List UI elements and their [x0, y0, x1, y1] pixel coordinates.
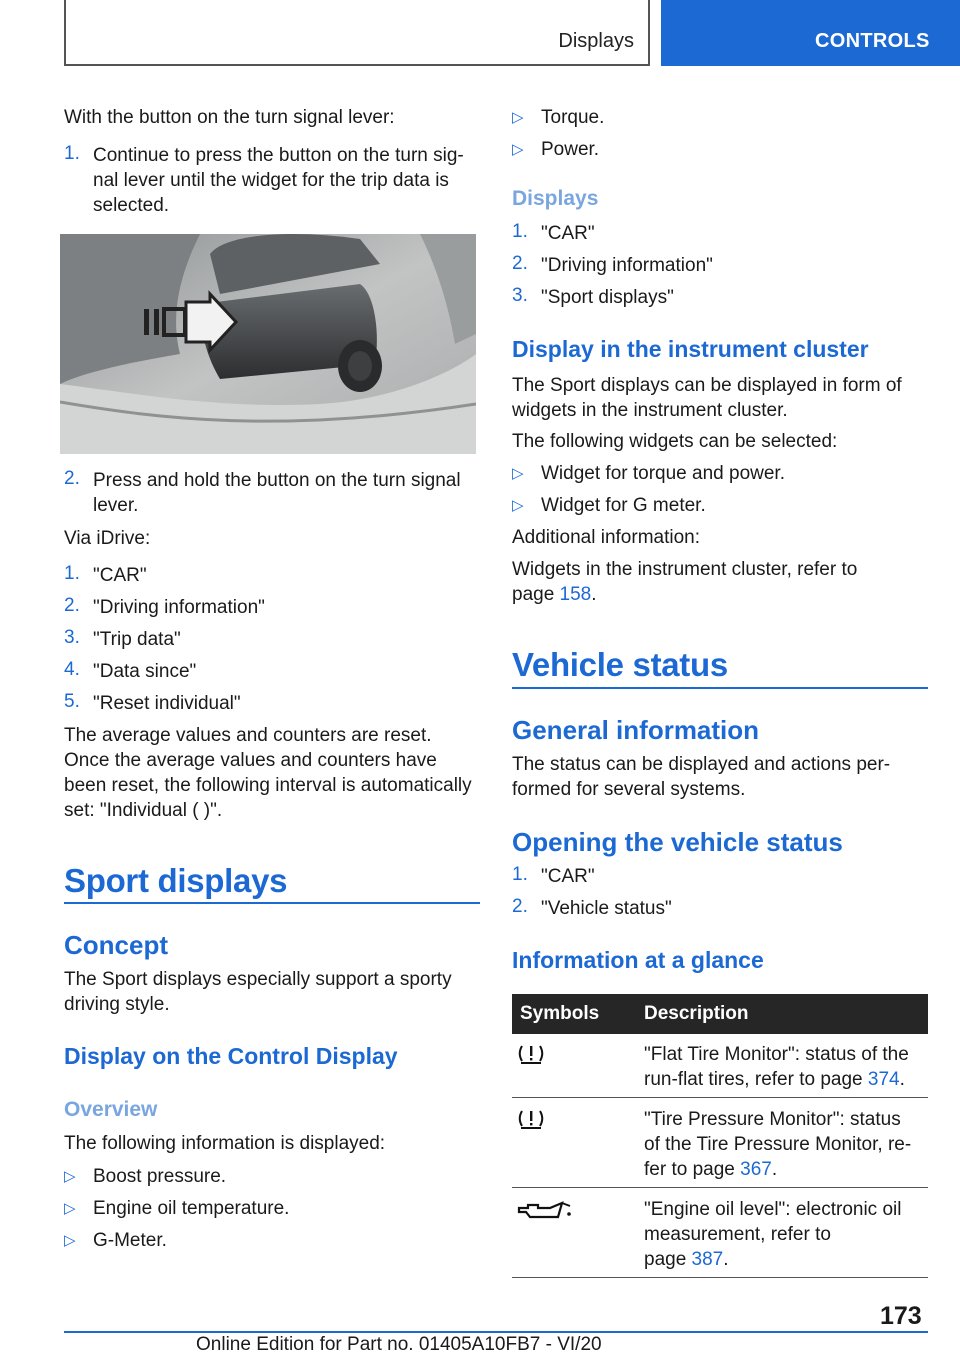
step-text-line: Press and hold the button on the turn signal [93, 470, 461, 491]
heading-opening-vehicle-status: Opening the vehicle status [512, 827, 843, 857]
table-cell-description: "Tire Pressure Monitor": status [644, 1109, 901, 1130]
tire-pressure-warning-icon [518, 1108, 544, 1135]
flat-tire-warning-icon [518, 1043, 544, 1070]
bullet-icon: ▷ [64, 1168, 76, 1185]
page-link-374[interactable]: 374 [867, 1069, 900, 1090]
list-item: "Trip data" [93, 629, 181, 650]
table-cell-description: "Flat Tire Monitor": status of the [644, 1044, 909, 1065]
step-number: 1. [64, 143, 80, 164]
table-header [512, 994, 928, 1034]
page-ref-suffix: . [591, 584, 597, 605]
turn-signal-lever-photo [60, 234, 476, 454]
body-text-line: been reset, the following interval is automatically [64, 775, 472, 796]
body-text-line: The following widgets can be selected: [512, 431, 838, 452]
list-item: "Reset individual" [93, 693, 241, 714]
bullet-item: Widget for G meter. [541, 495, 706, 516]
body-text-line: widgets in the instrument cluster. [512, 400, 788, 421]
table-cell-description [644, 1067, 905, 1092]
header-section-box [64, 0, 650, 66]
bullet-item: Boost pressure. [93, 1166, 227, 1187]
body-text-line: The following information is displayed: [64, 1133, 386, 1154]
bullet-item: Widget for torque and power. [541, 463, 785, 484]
page-ref-suffix: . [899, 1069, 905, 1090]
body-text-line: Once the average values and counters have [64, 750, 437, 771]
heading-displays: Displays [512, 187, 599, 210]
footer-edition: Online Edition for Part no. 01405A10FB7 - VI/20 [196, 1334, 602, 1355]
list-number: 2. [64, 595, 80, 616]
table-cell-description [644, 1157, 777, 1182]
bullet-icon: ▷ [64, 1200, 76, 1217]
table-cell-description: of the Tire Pressure Monitor, re- [644, 1134, 912, 1155]
header-controls-tab[interactable] [661, 0, 960, 66]
heading-vehicle-status: Vehicle status [512, 646, 728, 683]
table-cell-description: measurement, refer to [644, 1224, 831, 1245]
list-number: 3. [512, 285, 528, 306]
bullet-icon: ▷ [512, 497, 524, 514]
engine-oil-level-icon [516, 1200, 572, 1227]
bullet-icon: ▷ [512, 109, 524, 126]
page-link-158[interactable]: 158 [559, 584, 592, 605]
bullet-item: G-Meter. [93, 1230, 167, 1251]
bullet-item: Torque. [541, 107, 605, 128]
heading-rule [512, 687, 928, 689]
table-cell-description: "Engine oil level": electronic oil [644, 1199, 902, 1220]
body-text-line: The Sport displays especially support a sporty [64, 969, 452, 990]
column-header-symbols: Symbols [520, 1003, 600, 1024]
list-item: "Driving information" [93, 597, 265, 618]
heading-overview: Overview [64, 1098, 158, 1121]
column-header-description: Description [644, 1003, 749, 1024]
step-text-line: selected. [93, 195, 170, 216]
body-text-line: formed for several systems. [512, 779, 746, 800]
list-item: "Vehicle status" [541, 898, 672, 919]
step-text-line: lever. [93, 495, 139, 516]
step-number: 2. [64, 468, 80, 489]
list-item: "Data since" [93, 661, 197, 682]
heading-sport-displays: Sport displays [64, 862, 288, 899]
list-number: 3. [64, 627, 80, 648]
list-number: 1. [512, 864, 528, 885]
page-ref-prefix: fer to page [644, 1159, 741, 1180]
table-row-divider [512, 1277, 928, 1278]
table-cell-description [644, 1247, 729, 1272]
page-ref-prefix: run-flat tires, refer to page [644, 1069, 868, 1090]
page-number: 173 [880, 1302, 922, 1330]
via-idrive-label: Via iDrive: [64, 528, 151, 549]
body-text-line: driving style. [64, 994, 170, 1015]
bullet-item: Power. [541, 139, 600, 160]
heading-general-information: General information [512, 715, 760, 745]
page-reference [512, 582, 597, 607]
list-item: "Sport displays" [541, 287, 674, 308]
list-number: 4. [64, 659, 80, 680]
page-ref-prefix: page [644, 1249, 692, 1270]
intro-text: With the button on the turn signal lever: [64, 107, 395, 128]
body-text-line: The average values and counters are reset. [64, 725, 432, 746]
list-item: "CAR" [541, 866, 595, 887]
list-number: 1. [64, 563, 80, 584]
list-number: 1. [512, 221, 528, 242]
body-text-line: set: "Individual ( )". [64, 800, 223, 821]
body-text-line: Widgets in the instrument cluster, refer to [512, 559, 858, 580]
page-ref-suffix: . [771, 1159, 778, 1180]
heading-concept: Concept [64, 930, 168, 960]
heading-control-display: Display on the Control Display [64, 1043, 398, 1069]
step-text-line: nal lever until the widget for the trip data is [93, 170, 449, 191]
bullet-icon: ▷ [64, 1232, 76, 1249]
list-number: 5. [64, 691, 80, 712]
bullet-icon: ▷ [512, 465, 524, 482]
list-item: "Driving information" [541, 255, 713, 276]
footer-rule [64, 1331, 928, 1333]
table-row-divider [512, 1187, 928, 1188]
bullet-item: Engine oil temperature. [93, 1198, 290, 1219]
table-row-divider [512, 1097, 928, 1098]
bullet-icon: ▷ [512, 141, 524, 158]
header-controls-label: CONTROLS [815, 30, 930, 52]
header-section-title: Displays [558, 30, 634, 52]
list-number: 2. [512, 896, 528, 917]
heading-rule [64, 902, 480, 904]
body-text-line: Additional information: [512, 527, 700, 548]
list-item: "CAR" [541, 223, 595, 244]
page-ref-prefix: page [512, 584, 560, 605]
heading-information-at-a-glance: Information at a glance [512, 947, 764, 973]
page-ref-suffix: . [723, 1249, 729, 1270]
page-link-387[interactable]: 387 [691, 1249, 724, 1270]
body-text-line: The status can be displayed and actions per- [512, 754, 891, 775]
step-text-line: Continue to press the button on the turn sig- [93, 145, 464, 166]
page-link-367[interactable]: 367 [740, 1159, 772, 1180]
list-item: "CAR" [93, 565, 147, 586]
list-number: 2. [512, 253, 528, 274]
heading-instrument-cluster: Display in the instrument cluster [512, 336, 869, 362]
body-text-line: The Sport displays can be displayed in form of [512, 375, 902, 396]
